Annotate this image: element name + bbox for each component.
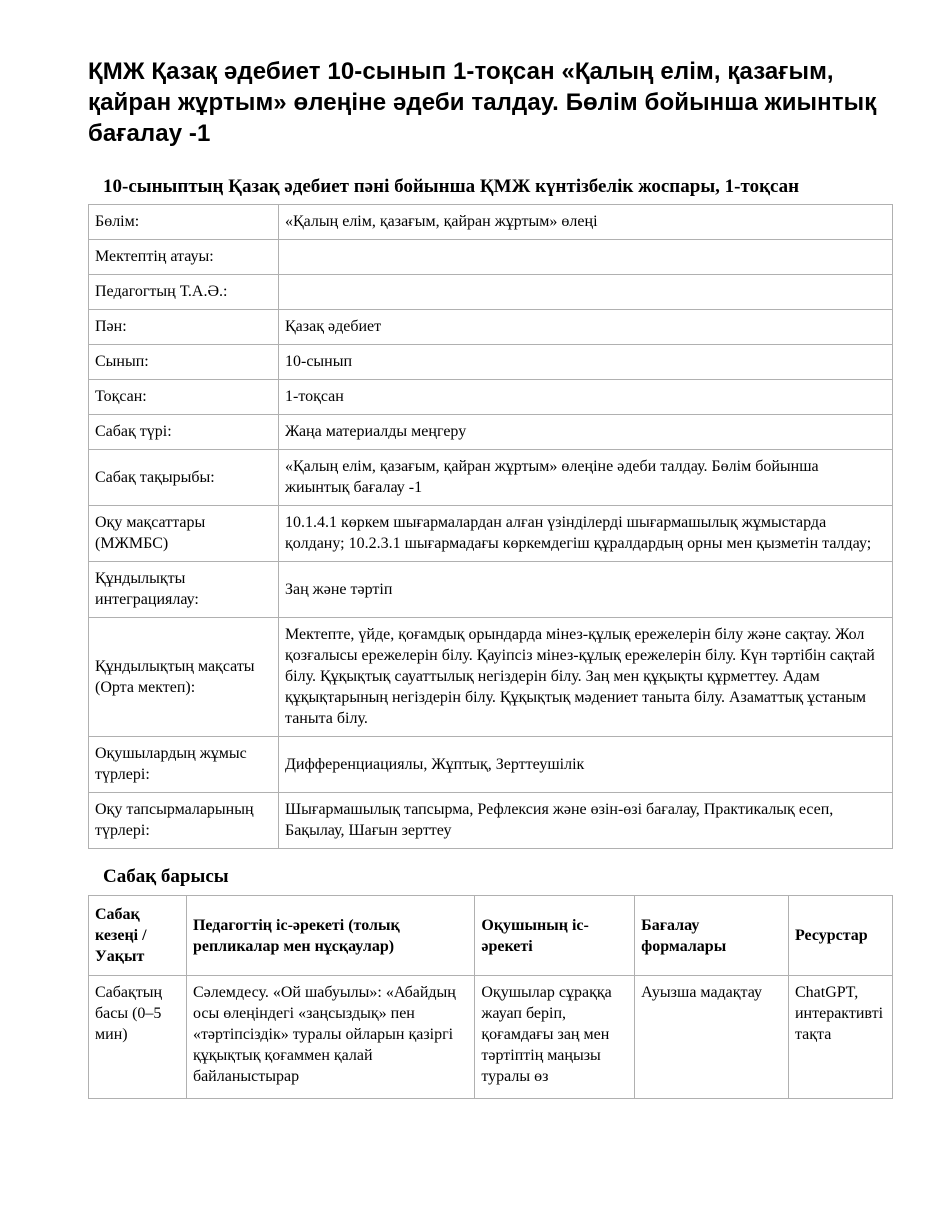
info-value <box>279 275 893 310</box>
info-label: Құндылықтың мақсаты (Орта мектеп): <box>89 618 279 737</box>
document-title: ҚМЖ Қазақ әдебиет 10-сынып 1-тоқсан «Қалың елім, қазағым, қайран жұртым» өлеңіне әдеби талдау. Бөлім бойынша жиынтық бағалау -1 <box>88 58 877 147</box>
info-row <box>89 380 893 415</box>
info-value: 1-тоқсан <box>279 380 893 415</box>
info-label: Сабақ түрі: <box>89 415 279 450</box>
lesson-flow-table <box>88 895 893 1099</box>
info-value: Жаңа материалды меңгеру <box>279 415 893 450</box>
info-label: Сабақ тақырыбы: <box>89 450 279 506</box>
plan-subtitle: 10-сыныптың Қазақ әдебиет пәні бойынша ҚМЖ күнтізбелік жоспары, 1-тоқсан <box>103 176 800 197</box>
lesson-row <box>89 976 893 1099</box>
info-value: Дифференциациялы, Жұптық, Зерттеушілік <box>279 737 893 793</box>
lesson-cell: Сабақтың басы (0–5 мин) <box>89 976 187 1099</box>
lesson-cell: Сәлемдесу. «Ой шабуылы»: «Абайдың осы өлеңіндегі «заңсыздық» пен «тәртіпсіздік» туралы ойларын қазіргі құқықтық қоғаммен қалай байланыстырар <box>186 976 474 1099</box>
info-row <box>89 310 893 345</box>
info-value: Заң және тәртіп <box>279 562 893 618</box>
info-row <box>89 275 893 310</box>
info-value: «Қалың елім, қазағым, қайран жұртым» өлеңіне әдеби талдау. Бөлім бойынша жиынтық бағалау -1 <box>279 450 893 506</box>
info-label: Пән: <box>89 310 279 345</box>
section-title: Сабақ барысы <box>103 866 229 887</box>
info-label: Сынып: <box>89 345 279 380</box>
lesson-header-cell: Ресурстар <box>788 896 892 976</box>
info-row <box>89 240 893 275</box>
info-row <box>89 345 893 380</box>
info-row <box>89 506 893 562</box>
lesson-header-cell: Оқушының іс-әрекеті <box>475 896 635 976</box>
lesson-cell: Оқушылар сұраққа жауап беріп, қоғамдағы заң мен тәртіптің маңызы туралы өз <box>475 976 635 1099</box>
info-label: Оқу тапсырмаларының түрлері: <box>89 793 279 849</box>
info-label: Тоқсан: <box>89 380 279 415</box>
info-row <box>89 205 893 240</box>
lesson-cell: ChatGPT, интерактивті тақта <box>788 976 892 1099</box>
lesson-header-cell: Педагогтің іс-әрекеті (толық репликалар мен нұсқаулар) <box>186 896 474 976</box>
lesson-info-table <box>88 204 893 849</box>
info-row <box>89 562 893 618</box>
info-value: 10-сынып <box>279 345 893 380</box>
info-label: Мектептің атауы: <box>89 240 279 275</box>
info-row <box>89 737 893 793</box>
lesson-cell: Ауызша мадақтау <box>635 976 789 1099</box>
document-page <box>88 56 893 1099</box>
info-label: Оқушылардың жұмыс түрлері: <box>89 737 279 793</box>
info-row <box>89 618 893 737</box>
info-label: Педагогтың Т.А.Ә.: <box>89 275 279 310</box>
info-value: Шығармашылық тапсырма, Рефлексия және өзін-өзі бағалау, Практикалық есеп, Бақылау, Шағын зерттеу <box>279 793 893 849</box>
info-label: Бөлім: <box>89 205 279 240</box>
info-row <box>89 415 893 450</box>
info-value: Қазақ әдебиет <box>279 310 893 345</box>
info-label: Оқу мақсаттары (МЖМБС) <box>89 506 279 562</box>
info-row <box>89 450 893 506</box>
lesson-header-cell: Бағалау формалары <box>635 896 789 976</box>
info-row <box>89 793 893 849</box>
info-value: Мектепте, үйде, қоғамдық орындарда мінез-құлық ережелерін білу және сақтау. Жол қозғалысы ережелерін білу. Қауіпсіз мінез-құлық ережелерін білу. Күн тәртібін сақтай білу. Құқықтық сауаттылық негіздерін білу. Заң мен құқықты құрметтеу. Адам құқықтарының негіздерін білу. Құқықтық мәдениет таныта білу. Азаматтық ұстаным таныта білу. <box>279 618 893 737</box>
info-value <box>279 240 893 275</box>
info-value: «Қалың елім, қазағым, қайран жұртым» өлеңі <box>279 205 893 240</box>
lesson-header-cell: Сабақ кезеңі / Уақыт <box>89 896 187 976</box>
info-label: Құндылықты интеграциялау: <box>89 562 279 618</box>
info-value: 10.1.4.1 көркем шығармалардан алған үзінділерді шығармашылық жұмыстарда қолдану; 10.2.3.1 шығармадағы көркемдегіш құралдардың орны мен қызметін талдау; <box>279 506 893 562</box>
